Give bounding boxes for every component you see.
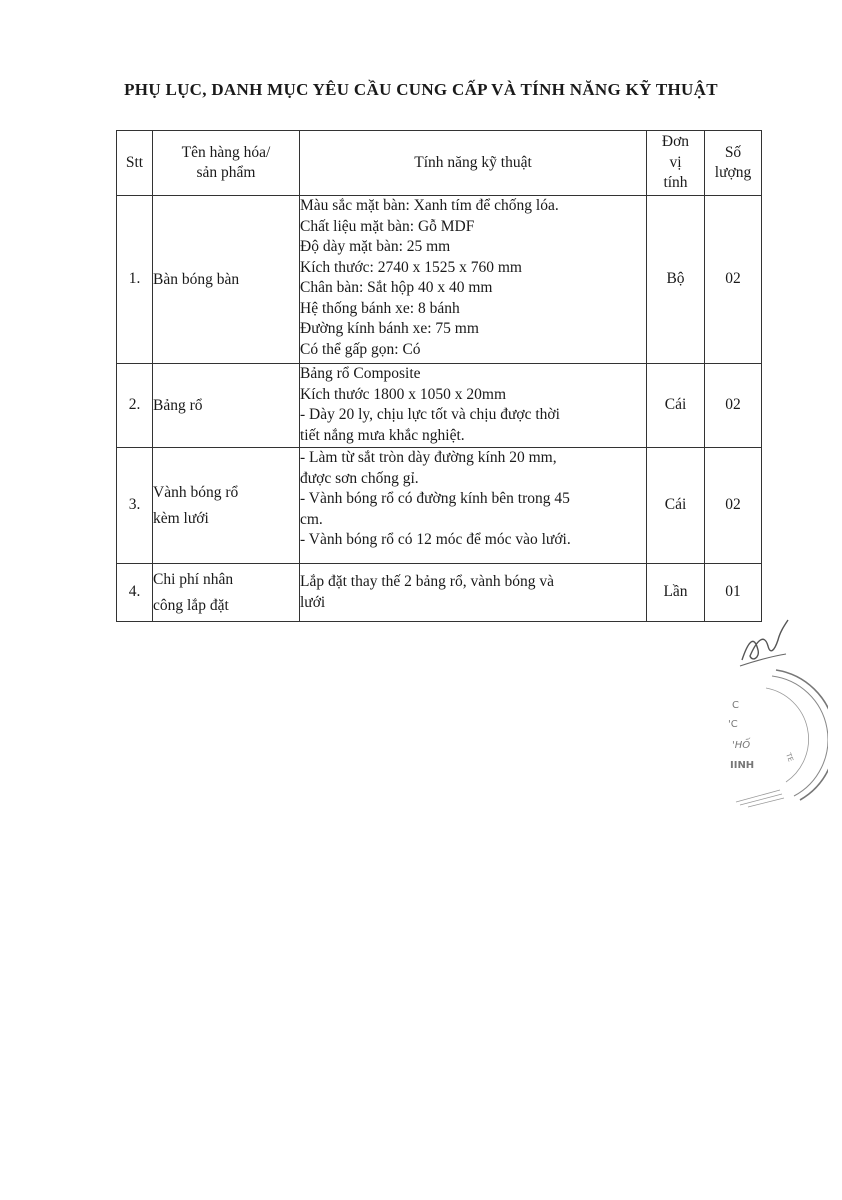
spec-line: Lắp đặt thay thế 2 bảng rổ, vành bóng và: [300, 573, 554, 590]
header-product-name-line: sản phẩm: [196, 164, 256, 181]
header-unit-line: tính: [663, 174, 688, 192]
header-technical-spec: Tính năng kỹ thuật: [300, 131, 647, 196]
row-technical-spec: [300, 196, 647, 364]
spec-line: - Dày 20 ly, chịu lực tốt và chịu được thời: [300, 406, 560, 423]
header-quantity-line: lượng: [714, 164, 752, 181]
row-product-name-line: Chi phí nhân: [153, 570, 234, 588]
table-row: [117, 564, 762, 622]
row-product-name: [153, 448, 300, 564]
header-unit: [647, 131, 705, 196]
row-technical-spec: [300, 564, 647, 622]
row-unit: Bộ: [647, 196, 705, 364]
row-product-name: [153, 196, 300, 364]
row-stt: 2.: [117, 364, 153, 448]
header-product-name-line: Tên hàng hóa/: [181, 143, 271, 161]
row-product-name-line: kèm lưới: [153, 509, 209, 527]
row-quantity: 01: [705, 564, 762, 622]
table-header-row: [117, 131, 762, 196]
row-quantity: 02: [705, 448, 762, 564]
row-product-name: [153, 564, 300, 622]
spec-line: - Làm từ sắt tròn dày đường kính 20 mm,: [300, 449, 557, 466]
row-quantity: 02: [705, 364, 762, 448]
svg-text:TE: TE: [784, 751, 795, 763]
page-title: PHỤ LỤC, DANH MỤC YÊU CẦU CUNG CẤP VÀ TÍNH NĂNG KỸ THUẬT: [124, 80, 718, 99]
spec-line: Chân bàn: Sắt hộp 40 x 40 mm: [300, 279, 493, 296]
signature-icon: [742, 620, 788, 660]
spec-line: Kích thước: 2740 x 1525 x 760 mm: [300, 258, 522, 276]
header-product-name: [153, 131, 300, 196]
header-unit-line: Đơn: [661, 133, 690, 151]
svg-text:IINH: IINH: [730, 760, 755, 771]
row-product-name: [153, 364, 300, 448]
row-stt: 3.: [117, 448, 153, 564]
row-technical-spec: [300, 364, 647, 448]
spec-line: cm.: [300, 510, 323, 528]
row-unit: Cái: [647, 448, 705, 564]
spec-line: Kích thước 1800 x 1050 x 20mm: [300, 385, 507, 403]
spec-line: Bảng rổ Composite: [300, 365, 421, 382]
spec-line: Độ dày mặt bàn: 25 mm: [300, 238, 451, 255]
header-unit-line: vị: [669, 153, 682, 171]
spec-line: - Vành bóng rổ có đường kính bên trong 45: [300, 490, 570, 507]
seal-stamp-icon: [728, 612, 828, 812]
row-unit: Cái: [647, 364, 705, 448]
spec-line: Màu sắc mặt bàn: Xanh tím để chống lóa.: [300, 197, 559, 214]
spec-line: - Vành bóng rổ có 12 móc để móc vào lưới.: [300, 531, 571, 548]
row-stt: 4.: [117, 564, 153, 622]
row-stt: 1.: [117, 196, 153, 364]
svg-text:'HỐ: 'HỐ: [732, 740, 751, 751]
row-product-name-line: Bàn bóng bàn: [153, 270, 240, 288]
row-product-name-line: Vành bóng rổ: [153, 483, 239, 501]
row-quantity: 02: [705, 196, 762, 364]
spec-table: [116, 130, 762, 622]
table-row: [117, 364, 762, 448]
spec-line: Chất liệu mặt bàn: Gỗ MDF: [300, 217, 475, 235]
spec-line: lưới: [300, 593, 326, 611]
svg-text:C: C: [732, 700, 739, 711]
svg-text:'C: 'C: [728, 719, 738, 730]
spec-line: Đường kính bánh xe: 75 mm: [300, 320, 479, 337]
header-quantity-line: Số: [724, 143, 742, 161]
spec-line: Có thể gấp gọn: Có: [300, 340, 421, 358]
row-technical-spec: [300, 448, 647, 564]
row-unit: Lần: [647, 564, 705, 622]
header-stt: Stt: [117, 131, 153, 196]
header-quantity: [705, 131, 762, 196]
spec-line: Hệ thống bánh xe: 8 bánh: [300, 299, 460, 317]
table-row: [117, 196, 762, 364]
row-product-name-line: công lắp đặt: [153, 596, 229, 614]
row-product-name-line: Bảng rổ: [153, 396, 203, 414]
spec-line: được sơn chống gỉ.: [300, 469, 419, 487]
table-row: [117, 448, 762, 564]
spec-line: tiết nắng mưa khắc nghiệt.: [300, 426, 465, 444]
